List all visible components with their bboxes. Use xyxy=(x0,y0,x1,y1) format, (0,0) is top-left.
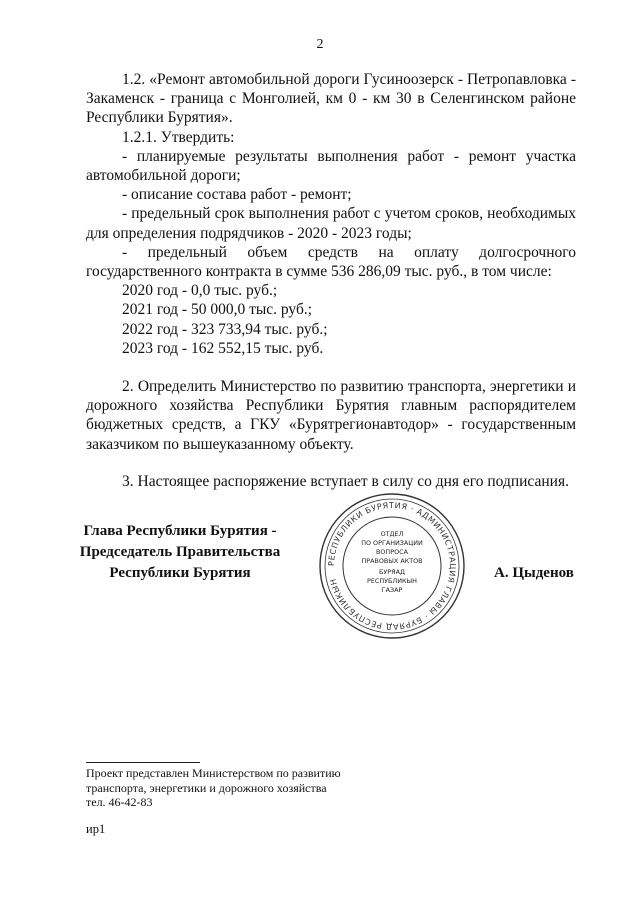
author-initials: ир1 xyxy=(86,822,106,836)
footnote xyxy=(86,766,341,810)
paragraph-1-2-1: 1.2.1. Утвердить: xyxy=(122,128,235,146)
list-item-deadline: - предельный срок выполнения работ с учетом сроков, необходимых для определения подрядчиков - 2020 - 2023 годы; xyxy=(86,205,576,242)
budget-year-2021: 2021 год - 50 000,0 тыс. руб.; xyxy=(122,301,313,319)
signature-title-line: Председатель Правительства xyxy=(79,544,281,560)
signature-title xyxy=(60,521,300,584)
footnote-line: транспорта, энергетики и дорожного хозяйства xyxy=(86,780,327,795)
stamp-ring-text: РЕСПУБЛИКИ БУРЯТИЯ · АДМИНИСТРАЦИЯ ГЛАВЫ · БУРЯАД РЕСПУБЛИКЫН xyxy=(326,500,458,632)
budget-year-2023: 2023 год - 162 552,15 тыс. руб. xyxy=(122,339,324,357)
footnote-line: Проект представлен Министерством по развитию xyxy=(86,766,341,780)
footnote-divider xyxy=(86,762,200,763)
page-number: 2 xyxy=(316,37,324,52)
list-item-budget: - предельный объем средств на оплату долгосрочного государственного контракта в сумме 536 286,09 тыс. руб., в том числе: xyxy=(86,243,576,281)
list-item-results: - планируемые результаты выполнения работ - ремонт участка автомобильной дороги; xyxy=(86,147,576,185)
paragraph-3: 3. Настоящее распоряжение вступает в силу со дня его подписания. xyxy=(122,472,569,490)
budget-year-2022: 2022 год - 323 733,94 тыс. руб.; xyxy=(122,320,328,338)
stamp-text: ВОПРОСА xyxy=(376,548,408,556)
stamp-text: ОТДЕЛ xyxy=(380,530,404,538)
footnote-line: тел. 46-42-83 xyxy=(86,795,153,809)
signature-title-line: Глава Республики Бурятия - xyxy=(83,523,277,539)
paragraph-2: 2. Определить Министерство по развитию транспорта, энергетики и дорожного хозяйства Республики Бурятия главным распорядителем бюджетных средств, а ГКУ «Бурятрегионавтодор» - государственным заказчиком по вышеуказанному объекту. xyxy=(86,378,576,453)
signature-title-line: Республики Бурятия xyxy=(109,565,251,581)
stamp-text: ПО ОРГАНИЗАЦИИ xyxy=(361,539,423,547)
paragraph-1-2: 1.2. «Ремонт автомобильной дороги Гусиноозерск - Петропавловка - Закаменск - граница с Монголией, км 0 - км 30 в Селенгинском районе Республики Бурятия». xyxy=(86,71,576,127)
stamp-text: ПРАВОВЫХ АКТОВ xyxy=(361,557,423,565)
stamp-text: БУРЯАД xyxy=(379,568,405,576)
document-body xyxy=(86,70,576,491)
official-stamp xyxy=(317,491,467,641)
stamp-text: ГАЗАР xyxy=(381,586,403,594)
svg-text:РЕСПУБЛИКИ БУРЯТИЯ · АДМИНИСТР xyxy=(327,501,457,631)
signer-name: А. Цыденов xyxy=(494,565,574,581)
list-item-works: - описание состава работ - ремонт; xyxy=(122,186,352,204)
stamp-text: РЕСПУБЛИКЫН xyxy=(366,577,418,585)
budget-year-2020: 2020 год - 0,0 тыс. руб.; xyxy=(122,282,278,300)
